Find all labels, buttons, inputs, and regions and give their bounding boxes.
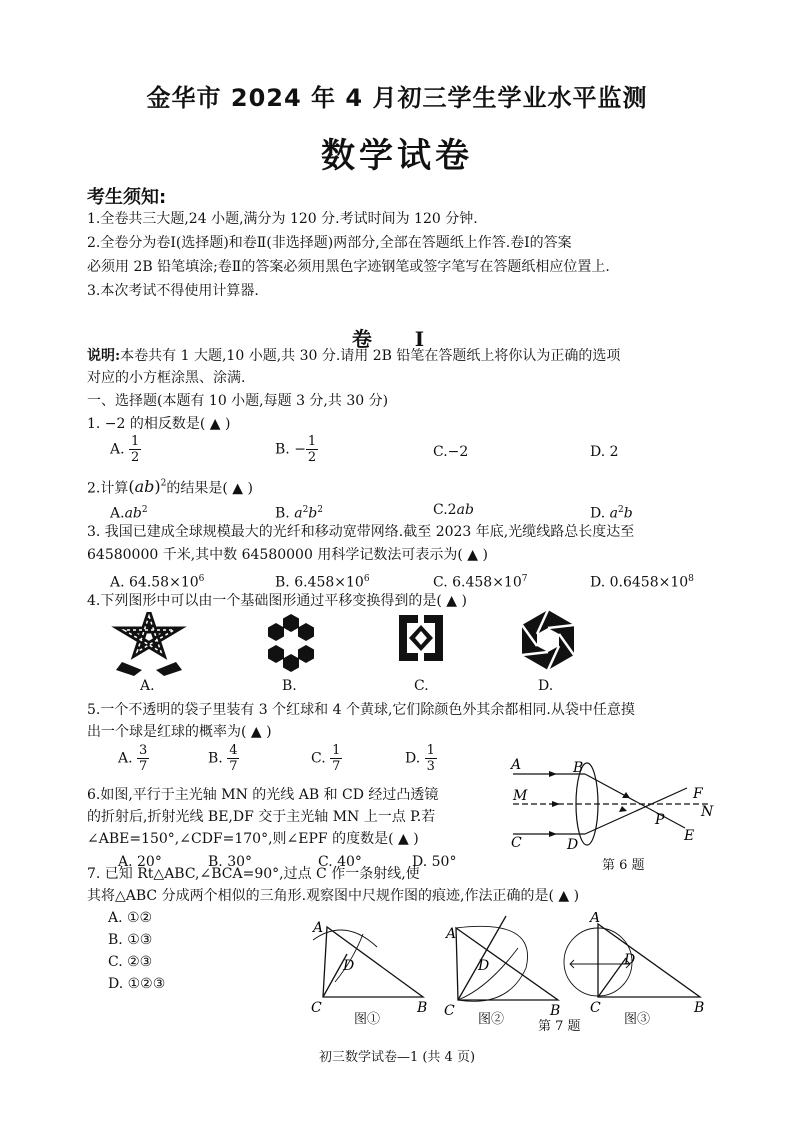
q6-line-2: 的折射后,折射光线 BE,DF 交于主光轴 MN 上一点 P.若 <box>87 809 436 825</box>
q1-stem: 1. −2 的相反数是( ▲ ) <box>87 416 231 432</box>
q7-figure-3 <box>560 912 710 1017</box>
q7-figure-2 <box>438 908 568 1020</box>
q3-line-1: 3. 我国已建成全球规模最大的光纤和移动宽带网络.截至 2023 年底,光缆线路总长度达至 <box>87 524 635 540</box>
notice-line-3: 3.本次考试不得使用计算器. <box>87 283 259 299</box>
q7-f3-label-a: A <box>590 912 601 926</box>
q5-option-a: A. $\frac{3}{7}$ <box>118 743 148 774</box>
q2-stem: 2.计算(ab)$^2$的结果是( ▲ ) <box>87 477 253 497</box>
q5-line-2: 出一个球是红球的概率为( ▲ ) <box>87 724 272 740</box>
q4-figure-b-hexagons <box>258 612 324 674</box>
q2-expression: (ab)$^2$ <box>128 477 167 497</box>
section-title: 卷 Ⅰ <box>351 327 443 351</box>
q3-option-c: C. $6.458\times 10^7$ <box>433 574 528 591</box>
q6-label-a: A <box>511 757 522 773</box>
q7-option-d: D. ①②③ <box>108 976 166 992</box>
q7-fig2-caption: 图② <box>478 1012 505 1027</box>
q1-option-b: B. − $\frac{1}{2}$ <box>275 434 317 465</box>
q3-option-a: A. $64.58\times 10^6$ <box>110 574 205 591</box>
q7-f3-label-c: C <box>590 1000 601 1016</box>
q7-f1-label-a: A <box>313 920 324 936</box>
q6-option-d: D. 50° <box>412 854 457 870</box>
q7-line-1: 7. 已知 Rt△ABC,∠BCA=90°,过点 C 作一条射线,使 <box>87 866 420 882</box>
q3-option-b: B. $6.458\times 10^6$ <box>275 574 370 591</box>
q4-option-d: D. <box>538 678 554 694</box>
q6-line-3: ∠ABE=150°,∠CDF=170°,则∠EPF 的度数是( ▲ ) <box>87 831 419 847</box>
q1-option-c: C.−2 <box>433 444 469 460</box>
q6-line-1: 6.如图,平行于主光轴 MN 的光线 AB 和 CD 经过凸透镜 <box>87 787 439 803</box>
q7-f3-label-b: B <box>694 1000 705 1016</box>
q7-line-2: 其将△ABC 分成两个相似的三角形.观察图中尺规作图的痕迹,作法正确的是( ▲ ) <box>87 888 580 904</box>
q7-f3-label-d: D <box>624 952 636 968</box>
q4-figure-c-square <box>396 612 446 664</box>
q6-lens-figure <box>505 752 720 857</box>
q6-label-e: E <box>684 828 695 844</box>
q1-a-fraction: $\frac{1}{2}$ <box>131 434 140 465</box>
q7-option-a: A. ①② <box>108 910 153 926</box>
q1-b-fraction: $\frac{1}{2}$ <box>307 434 317 465</box>
q4-option-a: A. <box>140 678 155 694</box>
q6-label-n: N <box>701 804 714 820</box>
q3-option-d: D. $0.6458\times 10^8$ <box>590 574 694 591</box>
section-note-text: 本卷共有 1 大题,10 小题,共 30 分.请用 2B 铅笔在答题纸上将你认为正确的选项 <box>120 348 621 364</box>
q5-option-b: B. $\frac{4}{7}$ <box>208 743 238 774</box>
q7-f2-label-d: D <box>478 958 490 974</box>
q6-label-f: F <box>693 786 703 802</box>
q6-option-b: B. 30° <box>208 854 253 870</box>
q5-option-c: C. $\frac{1}{7}$ <box>311 743 341 774</box>
q1-option-d: D. 2 <box>590 444 619 460</box>
q7-f2-label-a: A <box>446 926 457 942</box>
q6-option-a: A. 20° <box>118 854 162 870</box>
q3-line-2: 64580000 千米,其中数 64580000 用科学记数法可表示为( ▲ ) <box>87 547 488 563</box>
q7-caption: 第 7 题 <box>538 1019 581 1034</box>
page-footer: 初三数学试卷—1 (共 4 页) <box>318 1050 476 1065</box>
q7-f1-label-c: C <box>311 1000 322 1016</box>
part-title: 一、选择题(本题有 10 小题,每题 3 分,共 30 分) <box>87 393 389 409</box>
q6-label-m: M <box>513 788 528 804</box>
q6-label-c: C <box>511 835 522 851</box>
q6-label-b: B <box>573 760 584 776</box>
q4-option-b: B. <box>282 678 297 694</box>
q6-option-c: C. 40° <box>318 854 362 870</box>
q7-f2-label-c: C <box>444 1003 455 1019</box>
q2-option-b: B. $a^2b^2$ <box>275 505 323 522</box>
q6-label-p: P <box>655 812 665 828</box>
q4-option-c: C. <box>414 678 429 694</box>
q7-f2-label-b: B <box>550 1003 561 1019</box>
section-note-label: 说明: <box>87 348 121 364</box>
section-note-2: 对应的小方框涂黑、涂满. <box>87 370 246 386</box>
q6-label-d: D <box>567 837 579 853</box>
q7-f1-label-d: D <box>343 958 355 974</box>
q2-option-c: C.2ab <box>433 502 474 518</box>
notice-line-2b: 必须用 2B 铅笔填涂;卷Ⅱ的答案必须用黑色字迹钢笔或签字笔写在答题纸相应位置上. <box>87 259 610 275</box>
exam-title: 金华市 2024 年 4 月初三学生学业水平监测 <box>146 84 648 112</box>
notice-line-1: 1.全卷共三大题,24 小题,满分为 120 分.考试时间为 120 分钟. <box>87 211 478 227</box>
q7-fig1-caption: 图① <box>354 1012 381 1027</box>
q6-caption: 第 6 题 <box>602 858 645 873</box>
notice-heading: 考生须知: <box>87 187 167 208</box>
q2-option-d: D. $a^2b$ <box>590 505 633 522</box>
q7-f1-label-b: B <box>417 1000 428 1016</box>
q1-option-a: A. $\frac{1}{2}$ <box>110 434 140 465</box>
section-note <box>87 344 620 368</box>
q5-line-1: 5.一个不透明的袋子里装有 3 个红球和 4 个黄球,它们除颜色外其余都相同.从袋中任意摸 <box>87 702 635 718</box>
q7-fig3-caption: 图③ <box>624 1012 651 1027</box>
notice-line-2a: 2.全卷分为卷Ⅰ(选择题)和卷Ⅱ(非选择题)两部分,全部在答题纸上作答.卷Ⅰ的答案 <box>87 235 572 251</box>
q7-figure-1 <box>305 912 435 1017</box>
exam-subtitle: 数学试卷 <box>321 136 473 176</box>
q4-figure-a-star <box>104 612 194 678</box>
q4-stem: 4.下列图形中可以由一个基础图形通过平移变换得到的是( ▲ ) <box>87 593 467 609</box>
q2-option-a: $A.ab^2$ <box>110 505 148 522</box>
q5-option-d: D. $\frac{1}{3}$ <box>405 743 435 774</box>
q4-figure-d-shutter <box>516 608 580 672</box>
q7-option-b: B. ①③ <box>108 932 153 948</box>
q7-option-c: C. ②③ <box>108 954 153 970</box>
